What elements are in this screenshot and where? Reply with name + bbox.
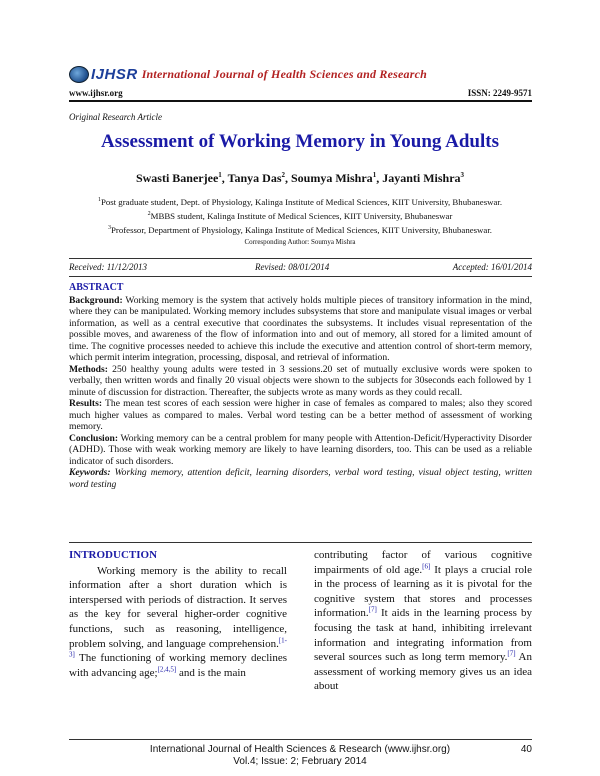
journal-website[interactable]: www.ijhsr.org: [69, 88, 123, 98]
citation-link[interactable]: [1-3]: [69, 635, 287, 659]
author-affiliation-marker: 3: [460, 171, 465, 179]
article-type: Original Research Article: [69, 112, 162, 122]
body-column-right: [314, 548, 532, 694]
introduction-heading: INTRODUCTION: [69, 549, 158, 561]
abstract: [69, 282, 532, 490]
citation-link[interactable]: [7]: [507, 649, 516, 658]
header-divider: [69, 100, 532, 102]
affiliations: [0, 194, 600, 236]
journal-issn: ISSN: 2249-9571: [467, 88, 532, 98]
date-accepted: Accepted: 16/01/2014: [452, 262, 532, 272]
affiliation-line: $^3$Professor, Department of Physiology, Kalinga Institute of Medical Sciences, KIIT University, Bhubaneswar.: [108, 224, 492, 235]
author-name: Soumya Mishra: [291, 171, 373, 185]
author-affiliation-marker: 1: [218, 171, 222, 179]
intro-paragraph: Working memory is the ability to recall information after a short duration which is interspersed with periods of distraction. It serves as the key for several higher-order cognitive functions, such as reasoning, intelligence, problem solving, and language comprehension.[1-3] The functioning of working memory declines with advancing age;[2,4,5] and is the main: [69, 564, 287, 679]
date-received: Received: 11/12/2013: [69, 262, 148, 272]
citation-link[interactable]: [6]: [422, 561, 431, 570]
journal-name: International Journal of Health Sciences and Research: [141, 66, 427, 81]
date-revised: Revised: 08/01/2014: [255, 262, 330, 272]
abstract-divider: [69, 542, 532, 543]
journal-logo: IJHSR: [91, 65, 138, 83]
intro-paragraph-continued: contributing factor of various cognitive impairments of old age.[6] It plays a crucial role in the process of learning as it is pivotal for the cognitive system that stores and processes information.[7] It aids in the learning process by focusing the task at hand, inhibiting irrelevant information and integrating information from several sources such as long term memory.[7] An assessment of working memory gives us an idea about: [314, 549, 533, 693]
journal-header: [69, 66, 427, 82]
globe-logo-icon: [69, 66, 89, 83]
author-affiliation-marker: 1: [372, 171, 377, 179]
citation-link[interactable]: [7]: [368, 605, 377, 614]
author-name: Tanya Das: [227, 171, 282, 185]
dates-divider-bottom: [69, 276, 532, 277]
page-number: 40: [520, 744, 532, 755]
article-title: Assessment of Working Memory in Young Adults: [101, 131, 499, 152]
abstract-conclusion: Conclusion: Working memory can be a central problem for many people with Attention-Deficit/Hyperactivity Disorder (ADHD). Those with weak working memory are likely to have learning disorders, too. This can be used as a reliable indicator of such disorders.: [69, 432, 532, 467]
author-name: Swasti Banerjee: [135, 171, 219, 185]
corresponding-author: Corresponding Author: Soumya Mishra: [244, 238, 356, 246]
footer-volume: Vol.4; Issue: 2; February 2014: [233, 756, 367, 767]
abstract-methods: Methods: 250 healthy young adults were tested in 3 sessions.20 set of mutually exclusive words were spoken to verbally, then written words and finally 20 visual objects were shown to the subjects for 30seconds each followed by 1 minute of discussion for distraction. Thereafter, the subjects wrote as many words as they could recall.: [69, 363, 532, 398]
affiliation-line: $^1$Post graduate student, Dept. of Physiology, Kalinga Institute of Medical Sciences, KIIT University, Bhubaneswar.: [97, 196, 503, 207]
abstract-keywords: Keywords: Working memory, attention deficit, learning disorders, verbal word testing, visual object testing, written word testing: [69, 467, 532, 490]
abstract-heading: ABSTRACT: [69, 282, 124, 293]
footer-journal: International Journal of Health Sciences & Research (www.ijhsr.org): [149, 744, 451, 755]
author-affiliation-marker: 2: [281, 171, 285, 179]
citation-link[interactable]: [2,4,5]: [157, 665, 177, 674]
body-column-left: [69, 548, 287, 680]
dates-divider-top: [69, 258, 532, 259]
page-footer: [0, 744, 600, 768]
author-list: Swasti Banerjee$^1$, Tanya Das$^2$, Soumya Mishra$^1$, Jayanti Mishra$^3$: [135, 171, 465, 185]
author-name: Jayanti Mishra: [382, 171, 461, 185]
abstract-background: Background: Working memory is the system that actively holds multiple pieces of transitory information in the mind, where they can be manipulated. Working memory includes subsystems that store and manipulate visual images or verbal information, as well as a central executive that coordinates the subsystems. It includes visual representation of the possible moves, and awareness of the flow of information into and out of memory, all stored for a limited amount of time. The cognitive processes needed to achieve this include the executive and attention control of short-term memory, which permit interim integration, processing, disposal, and retrieval of information.: [69, 294, 532, 363]
footer-divider: [69, 739, 532, 740]
affiliation-line: $^2$MBBS student, Kalinga Institute of Medical Sciences, KIIT University, Bhubaneswar: [147, 210, 453, 221]
abstract-results: Results: The mean test scores of each session were higher in case of females as compared to males; also they scored much higher values as compared to males. Verbal word testing can be a better method of assessment of working memory.: [69, 398, 532, 432]
